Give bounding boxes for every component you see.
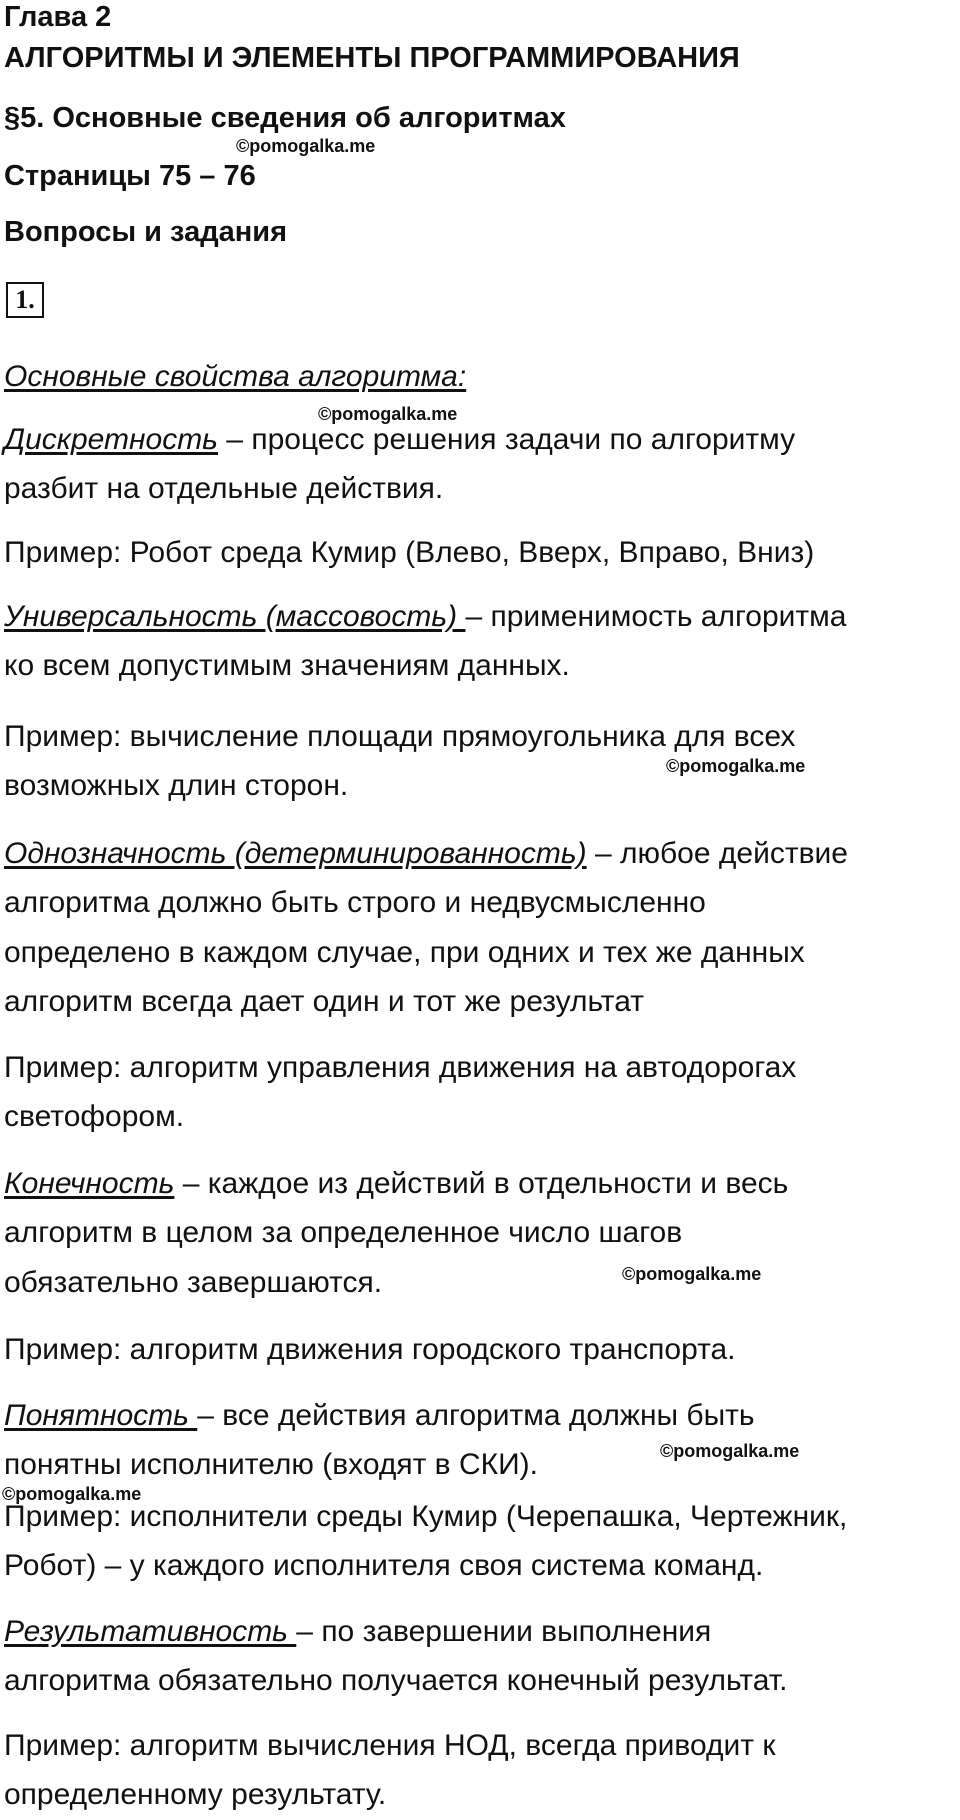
watermark: ©pomogalka.me [236,136,376,156]
watermark: ©pomogalka.me [666,756,806,776]
property-5-example-1: Пример: исполнители среды Кумир (Черепашка, Чертежник, [4,1500,848,1533]
property-definition: – любое действие [586,837,848,870]
watermark: ©pomogalka.me [660,1441,800,1461]
property-4-line-2: алгоритм в целом за определенное число шагов [4,1216,683,1249]
property-5-line-2: понятны исполнителю (входят в СКИ). [4,1448,538,1481]
property-2-example-2: возможных длин сторон. [4,769,349,802]
property-6-example-2: определенному результату. [4,1778,387,1811]
property-5-line-1 [4,1391,954,1441]
property-term: Конечность [4,1167,175,1200]
property-term: Результативность [4,1615,297,1648]
subsection-title: Вопросы и задания [4,216,288,248]
property-5-example-2: Робот) – у каждого исполнителя своя система команд. [4,1549,764,1582]
property-definition: – по завершении выполнения [296,1615,712,1648]
property-4-line-1 [4,1159,954,1209]
property-term: Однозначность (детерминированность) [4,837,587,870]
property-3-line-2: алгоритма должно быть строго и недвусмысленно [4,886,706,919]
chapter-title: АЛГОРИТМЫ И ЭЛЕМЕНТЫ ПРОГРАММИРОВАНИЯ [4,42,740,74]
watermark: ©pomogalka.me [622,1264,762,1284]
property-2-line-1 [4,592,954,642]
property-term: Универсальность (массовость) [4,600,466,633]
intro-line [4,352,954,402]
property-3-example-2: светофором. [4,1100,185,1133]
property-2-line-2: ко всем допустимым значениям данных. [4,649,570,682]
property-3-example-1: Пример: алгоритм управления движения на автодорогах [4,1051,797,1084]
property-3-line-3: определено в каждом случае, при одних и тех же данных [4,936,805,969]
property-3-line-1 [4,829,954,879]
property-4-line-3: обязательно завершаются. [4,1266,383,1299]
property-term: Понятность [4,1399,198,1432]
property-6-line-1 [4,1607,954,1657]
property-definition: – применимость алгоритма [465,600,847,633]
property-2-example-1: Пример: вычисление площади прямоугольника для всех [4,720,796,753]
property-definition: – все действия алгоритма должны быть [197,1399,755,1432]
property-definition: – каждое из действий в отдельности и весь [174,1167,789,1200]
property-3-line-4: алгоритм всегда дает один и тот же результат [4,985,644,1018]
pages-label: Страницы 75 – 76 [4,160,256,192]
task-number-box: 1. [6,282,44,318]
property-4-example: Пример: алгоритм движения городского транспорта. [4,1333,736,1366]
property-1-example: Пример: Робот среда Кумир (Влево, Вверх, Вправо, Вниз) [4,536,815,569]
watermark: ©pomogalka.me [318,404,458,424]
property-term: Дискретность [4,423,218,456]
chapter-label: Глава 2 [4,1,112,33]
property-1-line-2: разбит на отдельные действия. [4,472,444,505]
property-1-line-1 [4,415,954,465]
section-title: §5. Основные сведения об алгоритмах [4,102,566,134]
property-6-line-2: алгоритма обязательно получается конечный результат. [4,1664,788,1697]
watermark: ©pomogalka.me [2,1484,142,1504]
property-definition: – процесс решения задачи по алгоритму [217,423,796,456]
property-6-example-1: Пример: алгоритм вычисления НОД, всегда приводит к [4,1729,776,1762]
intro-text: Основные свойства алгоритма: [4,360,467,393]
